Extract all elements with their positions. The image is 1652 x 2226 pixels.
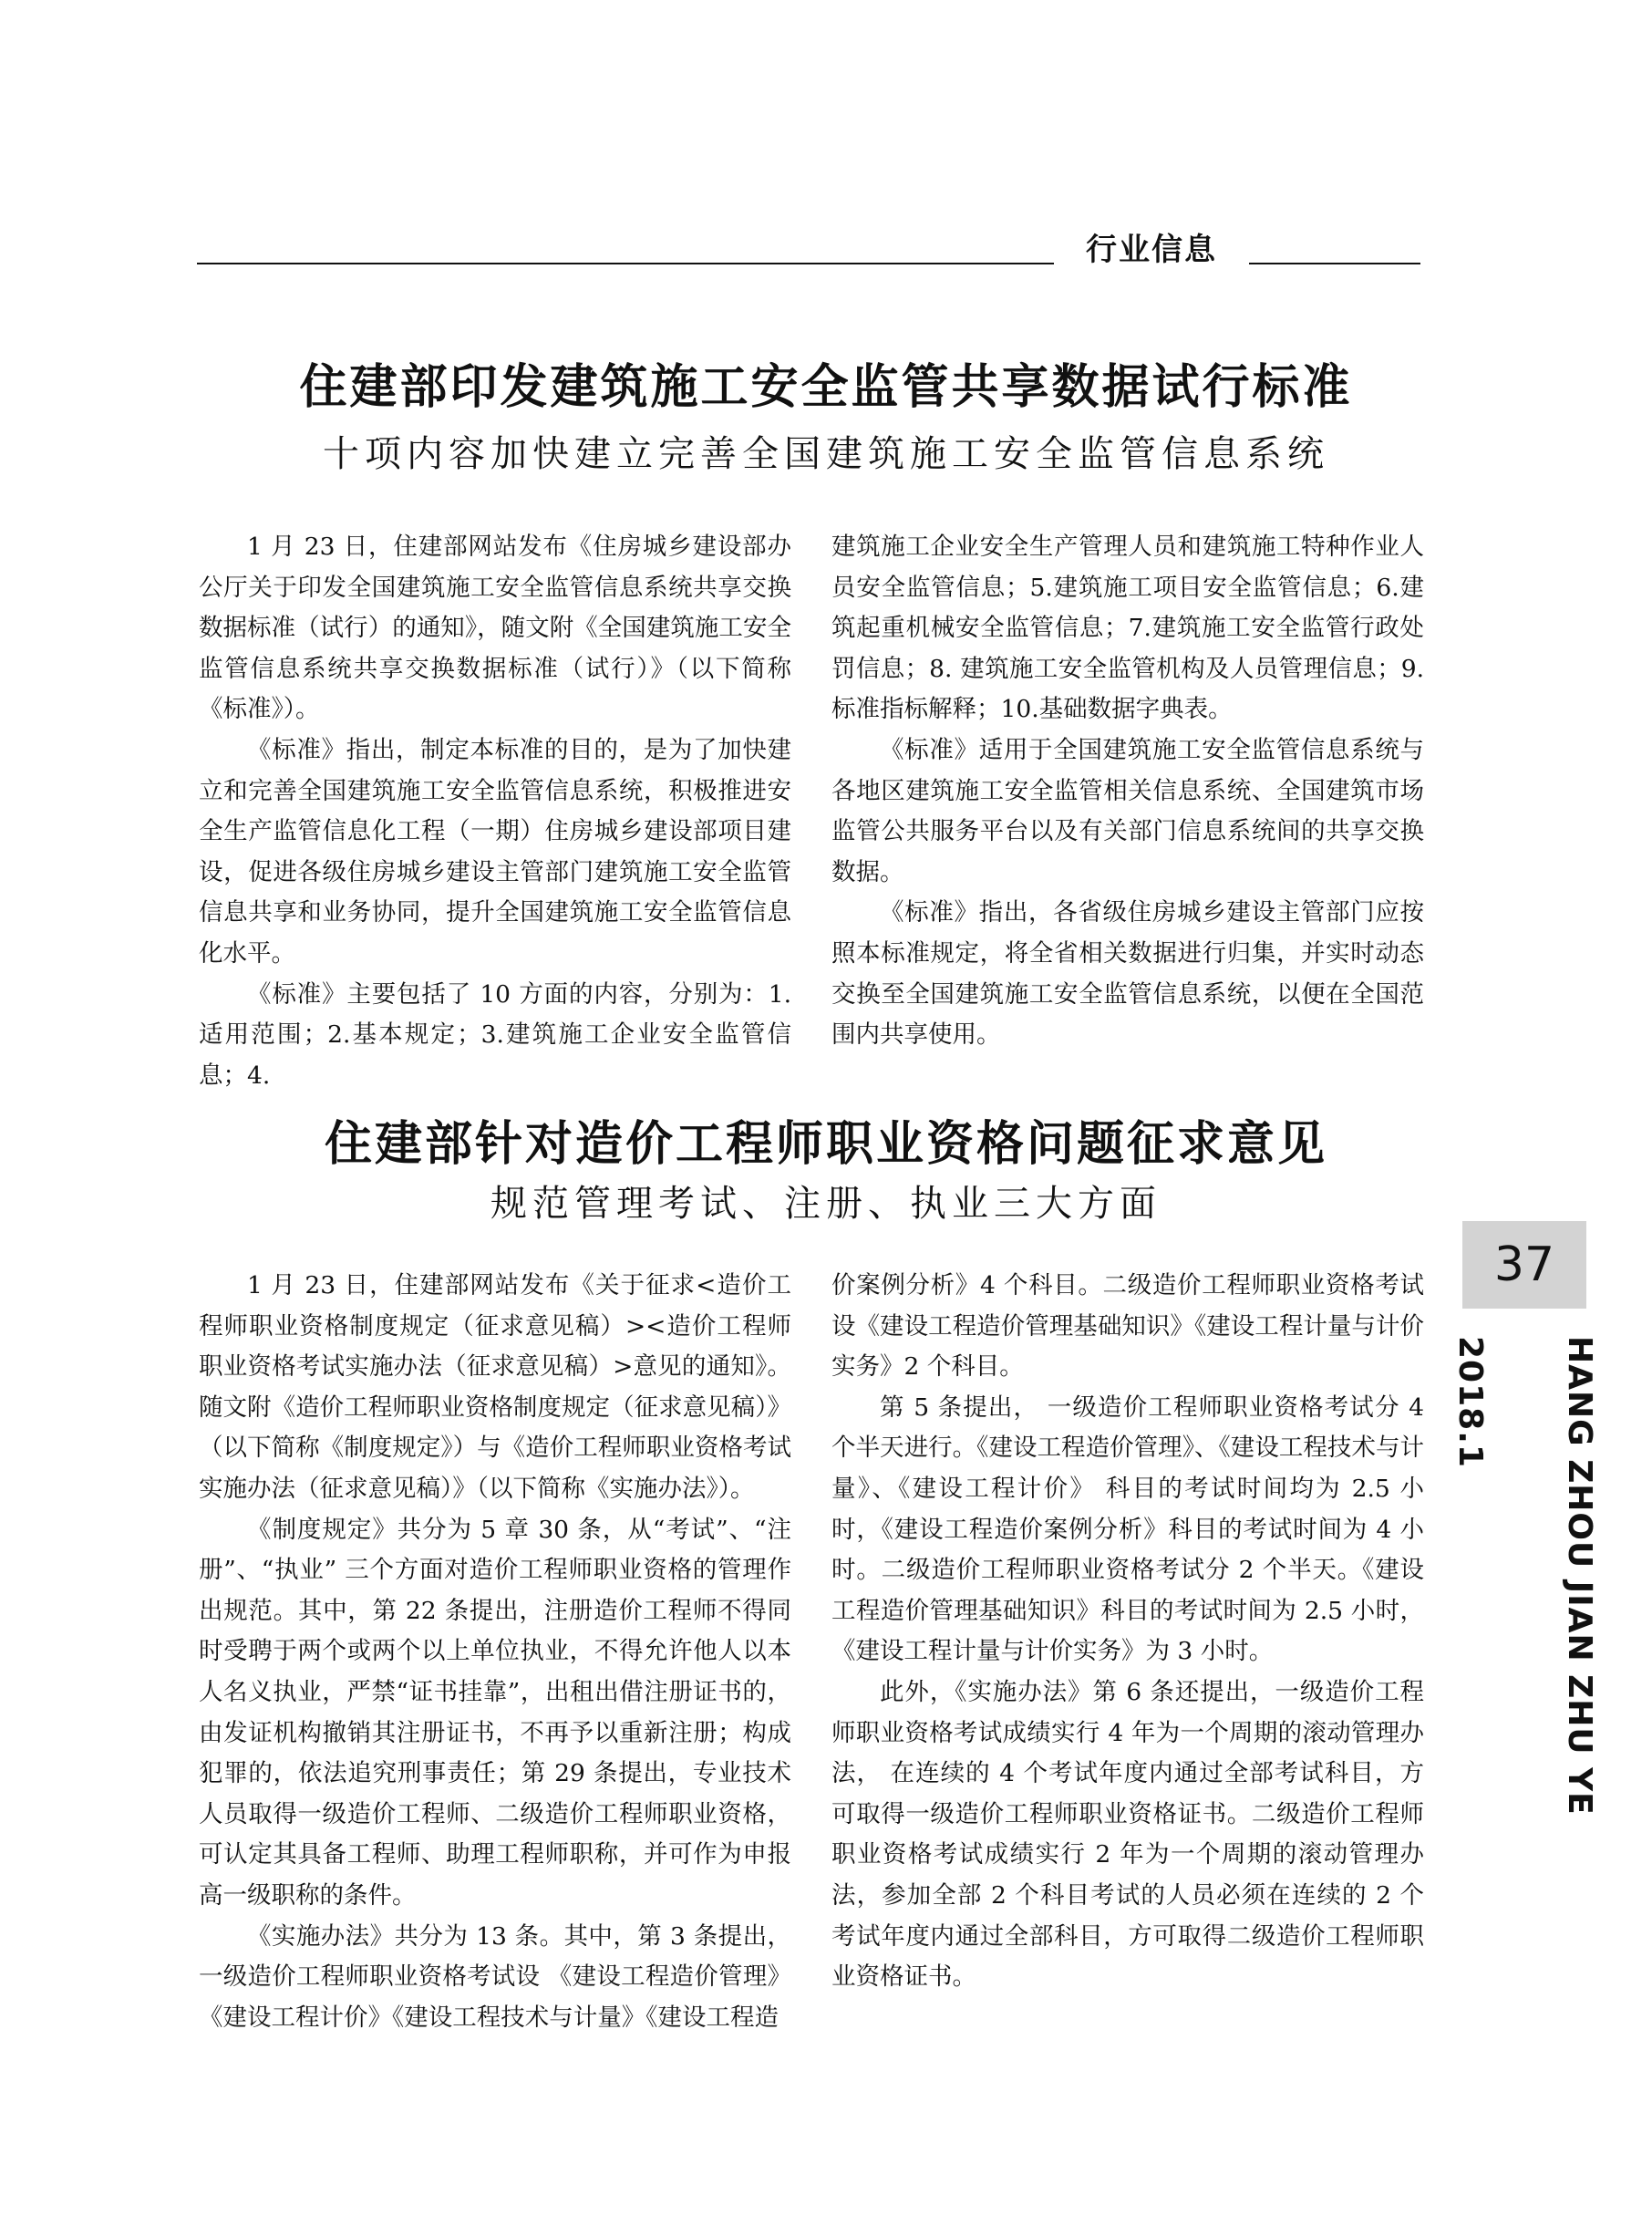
paragraph: 《标准》主要包括了 10 方面的内容，分别为：1.适用范围；2.基本规定；3.建筑施工企业安全监管信息；4. <box>199 979 791 1090</box>
paragraph: 《实施办法》共分为 13 条。其中，第 3 条提出，一级造价工程师职业资格考试设 《建设工程造价管理》《建设工程计价》《建设工程技术与计量》《建设工程造 <box>199 1921 791 2032</box>
article1-right-column <box>831 527 1424 1056</box>
journal-name: HANG ZHOU JIAN ZHU YE 2018.1 <box>1451 1336 1598 1816</box>
article1-left-column <box>199 527 791 1096</box>
article2-left-column <box>199 1266 791 2038</box>
article2-title: 住建部针对造价工程师职业资格问题征求意见 <box>324 1117 1327 1172</box>
paragraph: 《制度规定》共分为 5 章 30 条，从“考试”、“注册”、“执业” 三个方面对造价工程师职业资格的管理作出规范。其中，第 22 条提出，注册造价工程师不得同时受聘于两个或两个以上单位执业，不得允许他人以本人名义执业，严禁“证书挂靠”，出租出借注册证书的，由发证机构撤销其注册证书，不再予以重新注册；构成犯罪的，依法追究刑事责任；第 29 条提出，专业技术人员取得一级造价工程师、二级造价工程师职业资格，可认定其具备工程师、助理工程师职称，并可作为申报高一级职称的条件。 <box>199 1515 791 1910</box>
article2-subtitle: 规范管理考试、注册、执业三大方面 <box>490 1183 1162 1225</box>
header-rule-left <box>197 263 1054 264</box>
paragraph: 1 月 23 日，住建部网站发布《住房城乡建设部办公厅关于印发全国建筑施工安全监管信息系统共享交换数据标准（试行）的通知》，随文附《全国建筑施工安全监管信息系统共享交换数据标准（试行）》（以下简称《标准》）。 <box>199 533 791 724</box>
page-number: 37 <box>1462 1221 1586 1309</box>
paragraph: 《标准》指出，各省级住房城乡建设主管部门应按照本标准规定，将全省相关数据进行归集，并实时动态交换至全国建筑施工安全监管信息系统，以便在全国范围内共享使用。 <box>831 898 1424 1050</box>
article1-subtitle: 十项内容加快建立完善全国建筑施工安全监管信息系统 <box>323 433 1329 475</box>
paragraph: 1 月 23 日，住建部网站发布《关于征求<造价工程师职业资格制度规定（征求意见稿）><造价工程师职业资格考试实施办法（征求意见稿）>意见的通知》。随文附《造价工程师职业资格制度规定（征求意见稿）》（以下简称《制度规定》）与《造价工程师职业资格考试实施办法（征求意见稿）》（以下简称《实施办法》）。 <box>199 1271 791 1503</box>
paragraph: 价案例分析》4 个科目。二级造价工程师职业资格考试设《建设工程造价管理基础知识》《建设工程计量与计价实务》2 个科目。 <box>831 1271 1424 1382</box>
header-rule-right <box>1249 263 1420 264</box>
article2-right-column <box>831 1266 1424 1998</box>
paragraph: 《标准》适用于全国建筑施工安全监管信息系统与各地区建筑施工安全监管相关信息系统、全国建筑市场监管公共服务平台以及有关部门信息系统间的共享交换数据。 <box>831 735 1424 886</box>
paragraph: 第 5 条提出， 一级造价工程师职业资格考试分 4 个半天进行。《建设工程造价管理》、《建设工程技术与计量》、《建设工程计价》 科目的考试时间均为 2.5 小时，《建设工程造价案例分析》科目的考试时间为 4 小时。二级造价工程师职业资格考试分 2 个半天。《建设工程造价管理基础知识》科目的考试时间为 2.5 小时，《建设工程计量与计价实务》为 3 小时。 <box>831 1393 1424 1666</box>
paragraph: 《标准》指出，制定本标准的目的，是为了加快建立和完善全国建筑施工安全监管信息系统，积极推进安全生产监管信息化工程（一期）住房城乡建设部项目建设，促进各级住房城乡建设主管部门建筑施工安全监管信息共享和业务协同，提升全国建筑施工安全监管信息化水平。 <box>199 735 791 968</box>
paragraph: 建筑施工企业安全生产管理人员和建筑施工特种作业人员安全监管信息；5.建筑施工项目安全监管信息；6.建筑起重机械安全监管信息；7.建筑施工安全监管行政处罚信息；8. 建筑施工安全监管机构及人员管理信息；9.标准指标解释；10.基础数据字典表。 <box>831 533 1424 724</box>
section-label: 行业信息 <box>1086 232 1217 268</box>
article1-title: 住建部印发建筑施工安全监管共享数据试行标准 <box>299 360 1353 415</box>
paragraph: 此外，《实施办法》第 6 条还提出，一级造价工程师职业资格考试成绩实行 4 年为一个周期的滚动管理办法， 在连续的 4 个考试年度内通过全部考试科目，方可取得一级造价工程师职业资格证书。二级造价工程师职业资格考试成绩实行 2 年为一个周期的滚动管理办法，参加全部 2 个科目考试的人员必须在连续的 2 个考试年度内通过全部科目，方可取得二级造价工程师职业资格证书。 <box>831 1677 1424 1992</box>
